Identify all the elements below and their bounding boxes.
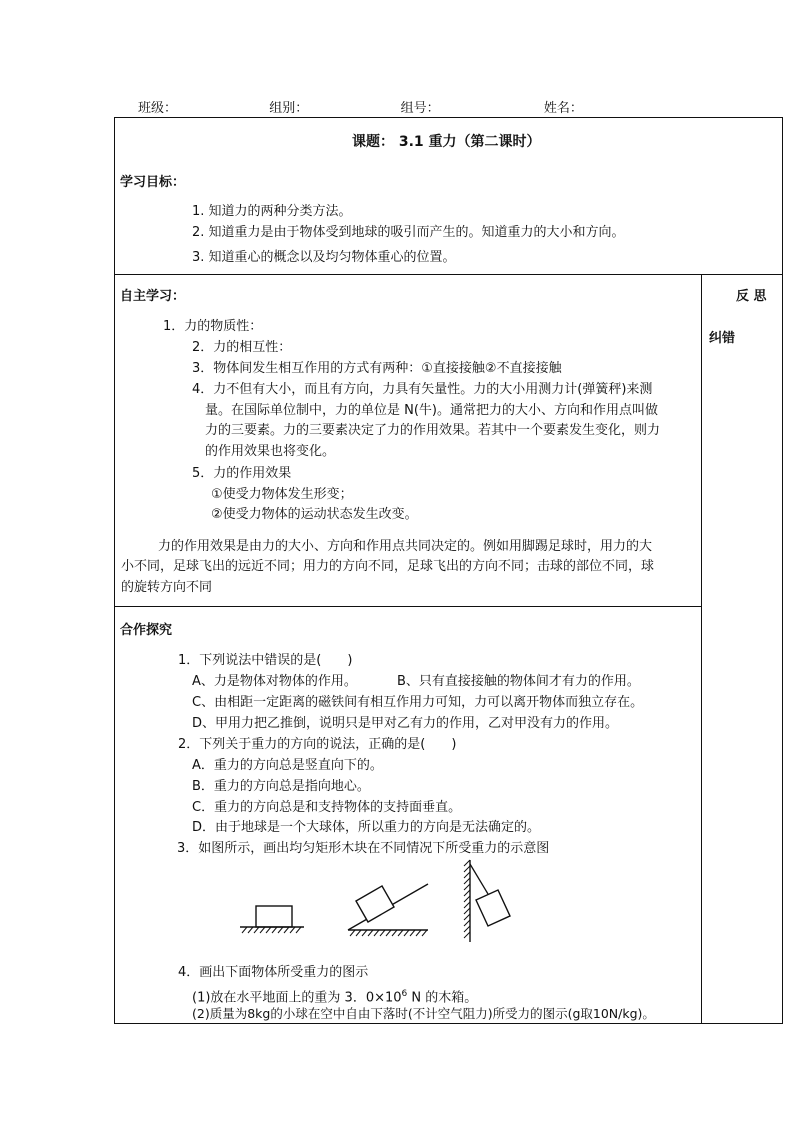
class-blank[interactable] (177, 103, 251, 118)
divider-self-study (114, 606, 702, 607)
name-label: 姓名： (543, 101, 583, 116)
question-2-option-b: B．重力的方向总是指向地心。 (192, 779, 370, 794)
self-study-line-2: 2．力的相互性： (192, 340, 292, 355)
group-number-label: 组号： (400, 101, 440, 116)
exponent: 6 (401, 989, 408, 999)
divider-goals (114, 274, 783, 275)
question-1-option-c: C、由相距一定距离的磁铁间有相互作用力可知，力可以离开物体而独立存在。 (192, 695, 644, 710)
question-1-option-d: D、甲用力把乙推倒，说明只是甲对乙有力的作用，乙对甲没有力的作用。 (192, 716, 619, 731)
self-study-line-5: 5．力的作用效果 (192, 466, 292, 481)
goal-item-2: 2. 知道重力是由于物体受到地球的吸引而产生的。知道重力的大小和方向。 (192, 225, 625, 240)
self-study-line-4a: 4．力不但有大小，而且有方向，力具有矢量性。力的大小用测力计(弹簧秤)来测 (192, 382, 653, 397)
self-study-paragraph-2: 小不同，足球飞出的远近不同；用力的方向不同，足球飞出的方向不同；击球的部位不同，球 (121, 559, 655, 574)
class-label: 班级： (138, 101, 178, 116)
question-1-option-a: A、力是物体对物体的作用。 (192, 674, 357, 689)
self-study-paragraph-1: 力的作用效果是由力的大小、方向和作用点共同决定的。例如用脚踢足球时，用力的大 (158, 539, 653, 554)
question-2-option-c: C．重力的方向总是和支持物体的支持面垂直。 (192, 800, 462, 815)
self-study-line-3: 3．物体间发生相互作用的方式有两种：①直接接触②不直接接触 (192, 361, 562, 376)
figure-block-on-floor (236, 900, 308, 940)
self-study-paragraph-3: 的旋转方向不同 (121, 580, 213, 595)
reflect-column-divider (701, 274, 702, 1024)
question-4-part-2: (2)质量为8kg的小球在空中自由下落时(不计空气阻力)所受力的图示(g取10N/kg)。 (192, 1006, 655, 1021)
figure-block-on-incline (342, 864, 434, 942)
self-study-line-5a: ①使受力物体发生形变； (211, 487, 353, 502)
question-4: 4．画出下面物体所受重力的图示 (178, 965, 369, 980)
question-2: 2．下列关于重力的方向的说法，正确的是( ) (178, 737, 457, 752)
goal-item-1: 1. 知道力的两种分类方法。 (192, 204, 352, 219)
goals-heading: 学习目标： (120, 175, 186, 190)
group-blank[interactable] (308, 103, 380, 118)
question-4-part-1: (1)放在水平地面上的重为 3．$0\times 10^6$ N 的木箱。 (192, 989, 478, 1006)
self-study-line-4d: 的作用效果也将变化。 (205, 444, 336, 459)
question-2-option-d: D．由于地球是一个大球体，所以重力的方向是无法确定的。 (192, 820, 541, 835)
self-study-line-4b: 量。在国际单位制中，力的单位是 N(牛)。通常把力的大小、方向和作用点叫做 (205, 403, 659, 418)
name-blank[interactable] (583, 103, 681, 118)
figure-block-hanging-on-wall (458, 856, 526, 948)
self-study-heading: 自主学习： (120, 289, 186, 304)
question-1: 1．下列说法中错误的是( ) (178, 653, 353, 668)
group-number-blank[interactable] (440, 103, 518, 118)
self-study-line-5b: ②使受力物体的运动状态发生改变。 (211, 507, 418, 522)
goal-item-3: 3. 知道重心的概念以及均匀物体重心的位置。 (192, 250, 456, 265)
self-study-line-4c: 力的三要素。力的三要素决定了力的作用效果。若其中一个要素发生变化，则力 (205, 423, 661, 438)
correct-label: 纠错 (709, 331, 736, 346)
self-study-line-1: 1．力的物质性： (163, 319, 263, 334)
coop-heading: 合作探究 (120, 623, 173, 638)
question-2-option-a: A．重力的方向总是竖直向下的。 (192, 758, 383, 773)
question-3: 3．如图所示，画出均匀矩形木块在不同情况下所受重力的示意图 (177, 841, 550, 856)
reflect-label: 反 思 (736, 289, 767, 304)
page-title: 课题： 3.1 重力（第二课时） (352, 134, 541, 150)
question-1-option-b: B、只有直接接触的物体间才有力的作用。 (397, 674, 640, 689)
header-info-line (138, 100, 681, 118)
group-label: 组别： (269, 101, 309, 116)
